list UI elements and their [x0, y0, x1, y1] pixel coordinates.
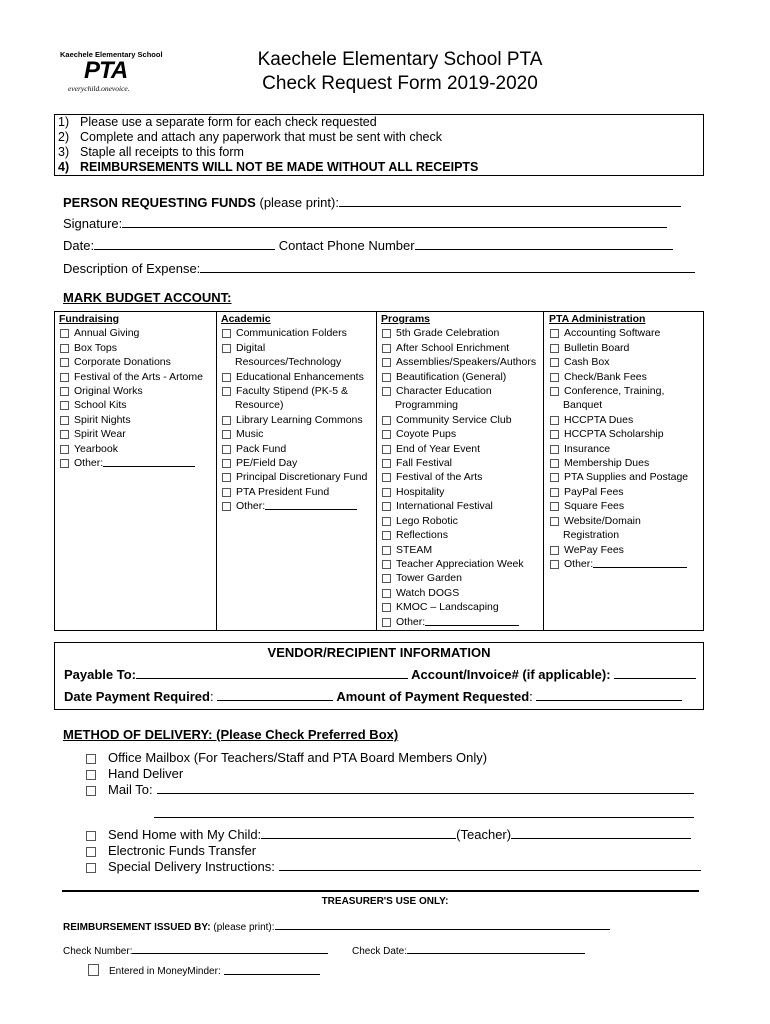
checkbox[interactable]	[382, 473, 391, 482]
checkbox[interactable]	[550, 459, 559, 468]
checkbox[interactable]	[60, 358, 69, 367]
money-minder-label: Entered in MoneyMinder:	[109, 966, 221, 977]
delivery-mail-to[interactable]: Mail To:	[86, 782, 694, 797]
phone-line[interactable]	[415, 238, 673, 250]
column-divider	[216, 312, 217, 630]
checkbox[interactable]	[60, 430, 69, 439]
budget-option[interactable]: Community Service Club	[381, 413, 541, 427]
budget-option[interactable]: Fall Festival	[381, 456, 541, 470]
checkbox[interactable]	[550, 473, 559, 482]
special-line[interactable]	[279, 859, 701, 871]
checkbox[interactable]	[60, 401, 69, 410]
programs-title: Programs	[381, 313, 431, 325]
checkbox[interactable]	[222, 445, 231, 454]
budget-option[interactable]: Digital	[221, 341, 375, 355]
budget-option[interactable]: 5th Grade Celebration	[381, 326, 541, 340]
budget-option[interactable]: Accounting Software	[549, 326, 701, 340]
date-line[interactable]	[94, 238, 275, 250]
delivery-heading: METHOD OF DELIVERY: (Please Check Preferred Box)	[63, 727, 399, 742]
checkbox[interactable]	[382, 358, 391, 367]
checkbox[interactable]	[86, 754, 96, 764]
signature-label: Signature:	[63, 216, 123, 231]
title-line1: Kaechele Elementary School PTA	[257, 49, 543, 70]
phone-label: Contact Phone Number	[278, 238, 415, 253]
budget-option[interactable]: Music	[221, 427, 375, 441]
checkbox[interactable]	[222, 416, 231, 425]
budget-option-other[interactable]: Other:	[221, 499, 375, 513]
checkbox[interactable]	[382, 603, 391, 612]
budget-option-continued: Programming	[395, 399, 459, 412]
checkbox[interactable]	[382, 589, 391, 598]
checkbox[interactable]	[382, 344, 391, 353]
budget-option[interactable]: Lego Robotic	[381, 514, 541, 528]
checkbox[interactable]	[222, 502, 231, 511]
logo-school-name: Kaechele Elementary School	[60, 50, 163, 59]
budget-option[interactable]: Educational Enhancements	[221, 370, 375, 384]
check-date-label: Check Date:	[352, 946, 408, 957]
budget-option[interactable]: Faculty Stipend (PK-5 &	[221, 384, 375, 398]
checkbox[interactable]	[382, 373, 391, 382]
checkbox[interactable]	[60, 329, 69, 338]
check-date-line[interactable]	[407, 944, 585, 954]
budget-option[interactable]: PTA President Fund	[221, 485, 375, 499]
checkbox[interactable]	[382, 488, 391, 497]
budget-option-continued: Banquet	[563, 399, 603, 412]
budget-option[interactable]: Tower Garden	[381, 571, 541, 585]
other-line[interactable]	[265, 499, 357, 510]
academic-title: Academic	[221, 313, 271, 325]
delivery-electronic[interactable]: Electronic Funds Transfer	[86, 843, 256, 858]
checkbox[interactable]	[550, 517, 559, 526]
budget-option[interactable]: Pack Fund	[221, 442, 375, 456]
checkbox[interactable]	[222, 329, 231, 338]
payable-line[interactable]	[136, 667, 408, 679]
budget-option[interactable]: Spirit Wear	[59, 427, 215, 441]
checkbox[interactable]	[222, 430, 231, 439]
budget-option[interactable]: Communication Folders	[221, 326, 375, 340]
checkbox[interactable]	[550, 358, 559, 367]
checkbox[interactable]	[550, 329, 559, 338]
mail-to-line[interactable]	[157, 782, 694, 794]
budget-option[interactable]: School Kits	[59, 398, 215, 412]
amount-line[interactable]	[536, 689, 682, 701]
budget-option[interactable]: Principal Discretionary Fund	[221, 470, 375, 484]
budget-option-other[interactable]: Other:	[381, 615, 541, 629]
checkbox[interactable]	[550, 488, 559, 497]
signature-line[interactable]	[122, 216, 667, 228]
budget-option[interactable]: Conference, Training,	[549, 384, 701, 398]
delivery-hand-deliver[interactable]: Hand Deliver	[86, 766, 183, 781]
budget-table	[54, 311, 704, 631]
column-divider	[376, 312, 377, 630]
checkbox[interactable]	[382, 416, 391, 425]
checkbox[interactable]	[88, 964, 99, 976]
budget-option[interactable]: End of Year Event	[381, 442, 541, 456]
budget-option[interactable]: Yearbook	[59, 442, 215, 456]
money-minder-line[interactable]	[224, 962, 320, 975]
issued-by-note: (please print):	[213, 922, 275, 933]
budget-option[interactable]: Watch DOGS	[381, 586, 541, 600]
description-label: Description of Expense:	[63, 261, 201, 276]
check-number-label: Check Number:	[63, 946, 133, 957]
checkbox[interactable]	[382, 560, 391, 569]
checkbox[interactable]	[222, 344, 231, 353]
budget-option[interactable]: Character Education	[381, 384, 541, 398]
budget-option[interactable]: PTA Supplies and Postage	[549, 470, 701, 484]
title-line2: Check Request Form 2019-2020	[262, 73, 538, 94]
account-line[interactable]	[614, 667, 696, 679]
checkbox[interactable]	[550, 416, 559, 425]
checkbox[interactable]	[382, 445, 391, 454]
budget-option[interactable]: Annual Giving	[59, 326, 215, 340]
budget-option[interactable]: Spirit Nights	[59, 413, 215, 427]
checkbox[interactable]	[382, 459, 391, 468]
budget-option[interactable]: Library Learning Commons	[221, 413, 375, 427]
budget-option[interactable]: Original Works	[59, 384, 215, 398]
person-line[interactable]	[339, 195, 681, 207]
description-field[interactable]	[63, 261, 695, 276]
checkbox[interactable]	[382, 329, 391, 338]
budget-option[interactable]: WePay Fees	[549, 543, 701, 557]
budget-option-continued: Resources/Technology	[235, 356, 342, 369]
child-line[interactable]	[261, 827, 456, 839]
budget-option[interactable]: Teacher Appreciation Week	[381, 557, 541, 571]
pta-logo	[54, 50, 164, 96]
date-required-line[interactable]	[217, 689, 333, 701]
checkbox[interactable]	[86, 847, 96, 857]
fundraising-title: Fundraising	[59, 313, 120, 325]
date-label: Date:	[63, 238, 95, 253]
budget-option[interactable]: Coyote Pups	[381, 427, 541, 441]
budget-option[interactable]: Festival of the Arts	[381, 470, 541, 484]
form-title	[200, 48, 600, 96]
budget-option[interactable]: KMOC – Landscaping	[381, 600, 541, 614]
pta-admin-column	[549, 312, 701, 630]
checkbox[interactable]	[86, 831, 96, 841]
checkbox[interactable]	[382, 430, 391, 439]
delivery-office-mailbox[interactable]: Office Mailbox (For Teachers/Staff and PTA Board Members Only)	[86, 750, 487, 765]
budget-option[interactable]: Corporate Donations	[59, 355, 215, 369]
checkbox[interactable]	[60, 445, 69, 454]
budget-option[interactable]: Hospitality	[381, 485, 541, 499]
budget-option[interactable]: Insurance	[549, 442, 701, 456]
budget-option[interactable]: Membership Dues	[549, 456, 701, 470]
checkbox[interactable]	[382, 387, 391, 396]
checkbox[interactable]	[60, 373, 69, 382]
checkbox[interactable]	[222, 488, 231, 497]
person-requesting-field[interactable]	[63, 195, 681, 210]
checkbox[interactable]	[60, 387, 69, 396]
checkbox[interactable]	[550, 373, 559, 382]
instruction-2: 2) Complete and attach any paperwork that must be sent with check	[58, 130, 442, 144]
checkbox[interactable]	[550, 387, 559, 396]
divider-rule	[62, 890, 699, 892]
money-minder-field[interactable]	[88, 962, 320, 977]
amount-label: Amount of Payment Requested	[336, 689, 530, 704]
checkbox[interactable]	[222, 473, 231, 482]
checkbox[interactable]	[550, 430, 559, 439]
signature-field[interactable]	[63, 216, 667, 231]
payable-row[interactable]	[64, 667, 696, 682]
budget-option[interactable]: Square Fees	[549, 499, 701, 513]
budget-option[interactable]: Festival of the Arts - Artome	[59, 370, 215, 384]
budget-heading: MARK BUDGET ACCOUNT:	[63, 290, 232, 305]
account-label: Account/Invoice# (if applicable):	[411, 667, 611, 682]
checkbox[interactable]	[86, 786, 96, 796]
checkbox[interactable]	[382, 531, 391, 540]
budget-option[interactable]: Box Tops	[59, 341, 215, 355]
fundraising-column	[59, 312, 215, 630]
checkbox[interactable]	[550, 502, 559, 511]
checkbox[interactable]	[382, 546, 391, 555]
payable-label: Payable To:	[64, 667, 137, 682]
checkbox[interactable]	[382, 517, 391, 526]
issued-by-field[interactable]	[63, 920, 610, 933]
treasurer-title: TREASURER'S USE ONLY:	[321, 896, 449, 907]
check-date-field[interactable]	[352, 944, 585, 957]
checkbox[interactable]	[550, 560, 559, 569]
checkbox[interactable]	[86, 770, 96, 780]
budget-option[interactable]: PE/Field Day	[221, 456, 375, 470]
other-line[interactable]	[425, 615, 519, 626]
person-label: PERSON REQUESTING FUNDS	[63, 195, 256, 210]
budget-option[interactable]: Beautification (General)	[381, 370, 541, 384]
budget-option[interactable]: Reflections	[381, 528, 541, 542]
vendor-title: VENDOR/RECIPIENT INFORMATION	[267, 645, 491, 660]
checkbox[interactable]	[222, 387, 231, 396]
budget-option[interactable]: HCCPTA Scholarship	[549, 427, 701, 441]
budget-option-other[interactable]: Other:	[549, 557, 701, 571]
person-note: (please print):	[259, 195, 339, 210]
budget-option[interactable]: International Festival	[381, 499, 541, 513]
budget-option[interactable]: Cash Box	[549, 355, 701, 369]
checkbox[interactable]	[86, 863, 96, 873]
other-line[interactable]	[103, 456, 195, 467]
budget-option[interactable]: Check/Bank Fees	[549, 370, 701, 384]
budget-option[interactable]: PayPal Fees	[549, 485, 701, 499]
check-number-line[interactable]	[132, 944, 328, 954]
logo-tagline: everychild.onevoice.	[68, 84, 130, 93]
checkbox[interactable]	[382, 574, 391, 583]
checkbox[interactable]	[550, 445, 559, 454]
instruction-4: 4) REIMBURSEMENTS WILL NOT BE MADE WITHOUT ALL RECEIPTS	[58, 160, 479, 174]
instruction-3: 3) Staple all receipts to this form	[58, 145, 244, 159]
pta-admin-title: PTA Administration	[549, 313, 646, 325]
checkbox[interactable]	[382, 502, 391, 511]
budget-option-other[interactable]: Other:	[59, 456, 215, 470]
checkbox[interactable]	[222, 459, 231, 468]
budget-option-continued: Registration	[563, 529, 620, 542]
checkbox[interactable]	[60, 416, 69, 425]
date-field[interactable]	[63, 238, 673, 253]
budget-option-continued: Resource)	[235, 399, 284, 412]
vendor-box	[54, 642, 704, 710]
date-required-label: Date Payment Required	[64, 689, 210, 704]
mail-to-line-2[interactable]	[154, 806, 694, 818]
checkbox[interactable]	[382, 618, 391, 627]
instruction-1: 1) Please use a separate form for each check requested	[58, 115, 377, 129]
checkbox[interactable]	[60, 344, 69, 353]
date-amount-row[interactable]: Date Payment Required: Amount of Payment Requested:	[64, 689, 682, 704]
checkbox[interactable]	[550, 546, 559, 555]
logo-pta: PTA	[84, 57, 128, 84]
description-line[interactable]	[200, 261, 695, 273]
budget-option[interactable]: After School Enrichment	[381, 341, 541, 355]
other-line[interactable]	[593, 557, 687, 568]
delivery-send-home[interactable]: Send Home with My Child: (Teacher)	[86, 827, 691, 842]
issued-by-line[interactable]	[275, 920, 610, 930]
programs-column	[381, 312, 541, 630]
budget-option[interactable]: Assemblies/Speakers/Authors	[381, 355, 541, 369]
teacher-line[interactable]	[511, 827, 691, 839]
budget-option[interactable]: STEAM	[381, 543, 541, 557]
delivery-special[interactable]: Special Delivery Instructions:	[86, 859, 701, 874]
budget-option[interactable]: Bulletin Board	[549, 341, 701, 355]
checkbox[interactable]	[550, 344, 559, 353]
check-number-field[interactable]	[63, 944, 328, 957]
instructions-box	[54, 114, 704, 176]
issued-by-label: REIMBURSEMENT ISSUED BY:	[63, 922, 211, 933]
column-divider	[543, 312, 544, 630]
checkbox[interactable]	[60, 459, 69, 468]
academic-column	[221, 312, 375, 630]
budget-option[interactable]: HCCPTA Dues	[549, 413, 701, 427]
checkbox[interactable]	[222, 373, 231, 382]
budget-option[interactable]: Website/Domain	[549, 514, 701, 528]
